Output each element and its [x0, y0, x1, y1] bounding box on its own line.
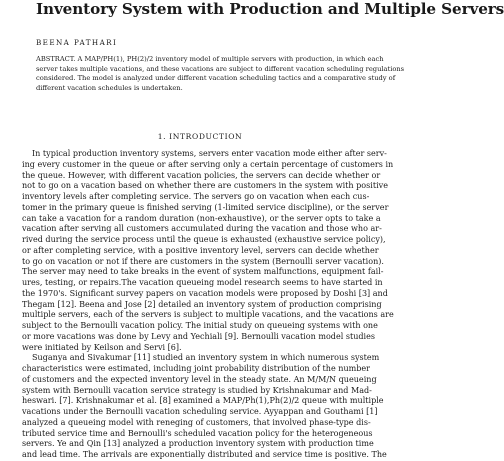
body-line: vacations under the Bernoulli vacation scheduling service. Ayyappan and Gouthami [1]: [22, 407, 378, 416]
body-line: or more vacations was done by Levy and Yechiali [9]. Bernoulli vacation model studies: [22, 331, 376, 341]
body-line: tomer in the primary queue is finished serving (1-limited service discipline), or the server: [22, 202, 389, 212]
body-line: subject to the Bernoulli vacation policy. The initial study on queueing systems with one: [22, 321, 378, 330]
body-line: of customers and the expected inventory level in the steady state. An M/M/N queueing: [22, 374, 377, 384]
body-line: Suganya and Sivakumar [11] studied an inventory system in which numerous system: [32, 353, 380, 363]
abstract-line: different vacation schedules is undertaken.: [36, 83, 183, 92]
body-line: system with Bernoulli vacation service strategy is studied by Krishnakumar and Mad-: [22, 385, 372, 395]
paper-title: Inventory System with Production and Multiple Servers: [36, 0, 504, 18]
author-name: BEENA PATHARI: [36, 38, 118, 47]
abstract: [36, 55, 405, 93]
body-line: multiple servers, each of the servers is subject to multiple vacations, and the vacations are: [22, 310, 394, 320]
body-line: were initiated by Keilson and Servi [6].: [22, 342, 182, 352]
body-line: Thegam [12]. Beena and Jose [2] detailed an inventory system of production comprising: [22, 299, 382, 309]
body-line: to go on vacation or not if there are customers in the system (Bernoulli server vacation).: [22, 256, 384, 266]
body-line: vacation after serving all customers accumulated during the vacation and those who ar-: [22, 224, 382, 234]
body-line: heswari. [7]. Krishnakumar et al. [8] examined a MAP/Ph(1),Ph(2)/2 queue with multiple: [22, 396, 384, 406]
body-text: [22, 149, 394, 461]
body-line: the 1970's. Significant survey papers on vacation models were proposed by Doshi [3] and: [22, 288, 388, 298]
abstract-line: considered. The model is analyzed under different vacation scheduling tactics and a comparative study of: [36, 74, 396, 83]
body-line: or after completing service, with a positive inventory level, servers can decide whether: [22, 245, 379, 255]
body-line: characteristics were estimated, including joint probability distribution of the number: [22, 364, 371, 373]
body-line: rived during the service process until the queue is exhausted (exhaustive service policy),: [22, 235, 386, 244]
body-line: servers. Ye and Qin [13] analyzed a production inventory system with production time: [22, 439, 374, 449]
body-line: and lead time. The arrivals are exponentially distributed and service time is positive. The: [22, 450, 387, 459]
abstract-line: server takes multiple vacations, and these vacations are subject to different vacation scheduling regulations: [36, 64, 405, 73]
body-line: ing every customer in the queue or after serving only a certain percentage of customers in: [22, 159, 394, 169]
body-line: analyzed a queueing model with reneging of customers, that involved phase-type dis-: [22, 417, 371, 427]
body-line: the queue. However, with different vacation policies, the servers can decide whether or: [22, 170, 381, 180]
body-line: can take a vacation for a random duration (non-exhaustive), or the server opts to take a: [22, 213, 381, 223]
body-line: tributed service time and Bernoulli's scheduled vacation policy for the heterogeneous: [22, 428, 373, 438]
body-line: not to go on a vacation based on whether there are customers in the system with positive: [22, 181, 388, 191]
body-line: In typical production inventory systems, servers enter vacation mode either after serv-: [32, 149, 387, 158]
section-heading: 1. INTRODUCTION: [157, 132, 243, 141]
abstract-line: ABSTRACT. A MAP/PH(1), PH(2)/2 inventory model of multiple servers with production, in which each: [36, 55, 384, 63]
body-line: ures, testing, or repairs.The vacation queueing model research seems to have started in: [22, 278, 383, 287]
body-line: inventory levels after completing service. The servers go on vacation when each cus-: [22, 192, 370, 201]
body-line: The server may need to take breaks in the event of system malfunctions, equipment fail-: [22, 267, 384, 277]
